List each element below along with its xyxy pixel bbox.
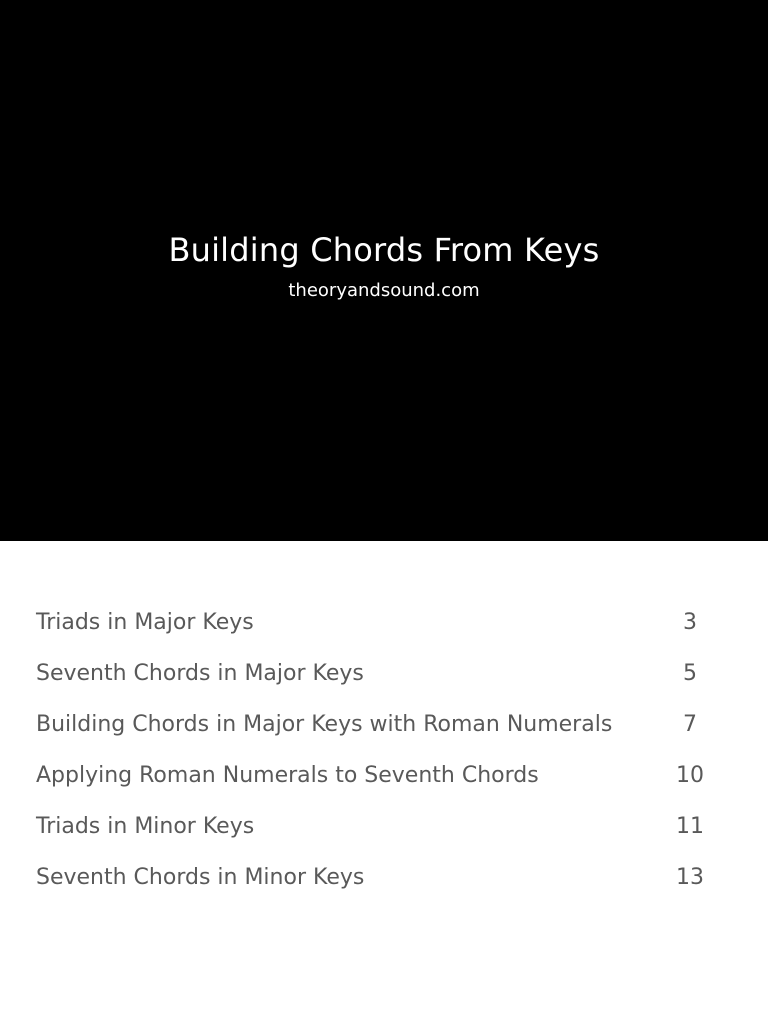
toc-entry[interactable] — [36, 859, 736, 910]
toc-entry-title: Applying Roman Numerals to Seventh Chords — [36, 763, 539, 788]
toc-entry-title: Seventh Chords in Major Keys — [36, 661, 364, 686]
toc-entry-page: 11 — [676, 814, 704, 839]
toc-entry-title: Building Chords in Major Keys with Roman Numerals — [36, 712, 613, 737]
website-url: theoryandsound.com — [288, 280, 480, 301]
toc-entry[interactable] — [36, 655, 736, 706]
toc-entry-page: 10 — [676, 763, 704, 788]
toc-entry-title: Triads in Minor Keys — [36, 814, 255, 839]
table-of-contents — [36, 604, 736, 910]
toc-entry[interactable] — [36, 604, 736, 655]
toc-entry[interactable] — [36, 706, 736, 757]
toc-entry-title: Triads in Major Keys — [36, 610, 254, 635]
toc-entry[interactable] — [36, 757, 736, 808]
toc-entry-page: 7 — [683, 712, 697, 737]
toc-entry[interactable] — [36, 808, 736, 859]
toc-entry-page: 5 — [683, 661, 697, 686]
toc-entry-page: 13 — [676, 865, 704, 890]
toc-entry-page: 3 — [683, 610, 697, 635]
document-title: Building Chords From Keys — [168, 231, 600, 269]
toc-entry-title: Seventh Chords in Minor Keys — [36, 865, 365, 890]
